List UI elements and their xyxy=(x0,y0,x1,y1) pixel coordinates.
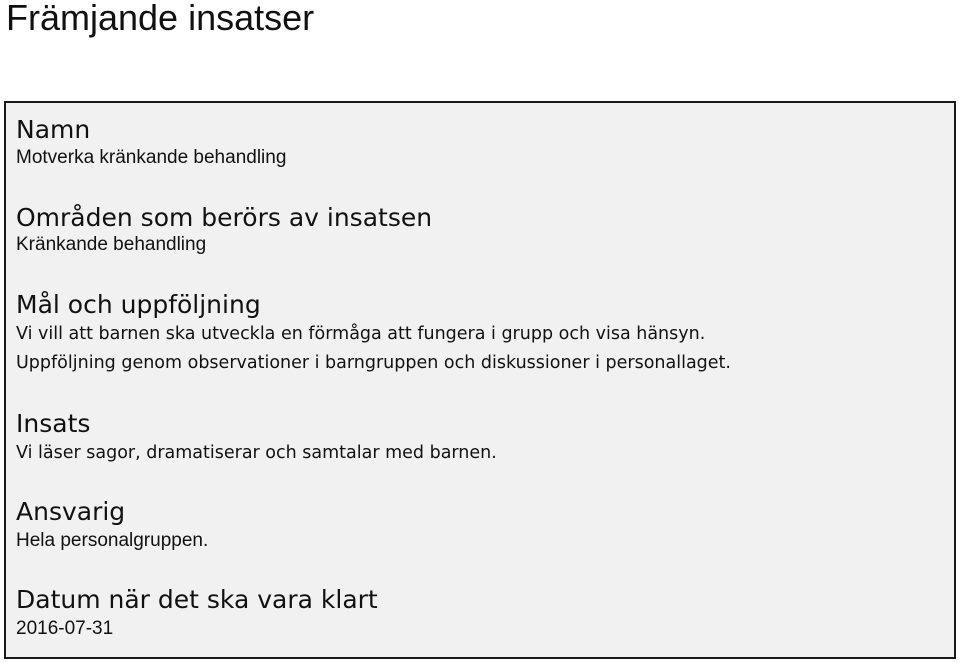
section-datum xyxy=(16,585,378,643)
section-mal-och-uppfoljning xyxy=(16,290,731,378)
insats-info-box xyxy=(4,101,956,659)
section-heading-omraden: Områden som berörs av insatsen xyxy=(16,203,433,232)
section-omraden xyxy=(16,203,432,259)
section-insats xyxy=(16,409,497,467)
section-namn xyxy=(16,115,286,172)
section-text-ansvarig: Hela personalgruppen. xyxy=(16,530,209,551)
section-heading-insats: Insats xyxy=(16,409,91,438)
section-text-datum: 2016-07-31 xyxy=(16,618,114,639)
section-heading-ansvarig: Ansvarig xyxy=(16,497,126,526)
section-heading-namn: Namn xyxy=(16,115,91,144)
section-heading-mal: Mål och uppföljning xyxy=(16,290,261,319)
section-text-omraden: Kränkande behandling xyxy=(16,234,207,255)
section-text-insats: Vi läser sagor, dramatiserar och samtalar med barnen. xyxy=(16,443,497,463)
section-ansvarig xyxy=(16,497,208,555)
section-heading-datum: Datum när det ska vara klart xyxy=(16,585,378,614)
section-text-mal-line-2: Uppföljning genom observationer i barngruppen och diskussioner i personallaget. xyxy=(16,353,731,373)
section-text-mal-line-1: Vi vill att barnen ska utveckla en förmåga att fungera i grupp och visa hänsyn. xyxy=(16,324,706,344)
page-title: Främjande insatser xyxy=(6,0,315,38)
section-text-namn: Motverka kränkande behandling xyxy=(16,147,287,168)
